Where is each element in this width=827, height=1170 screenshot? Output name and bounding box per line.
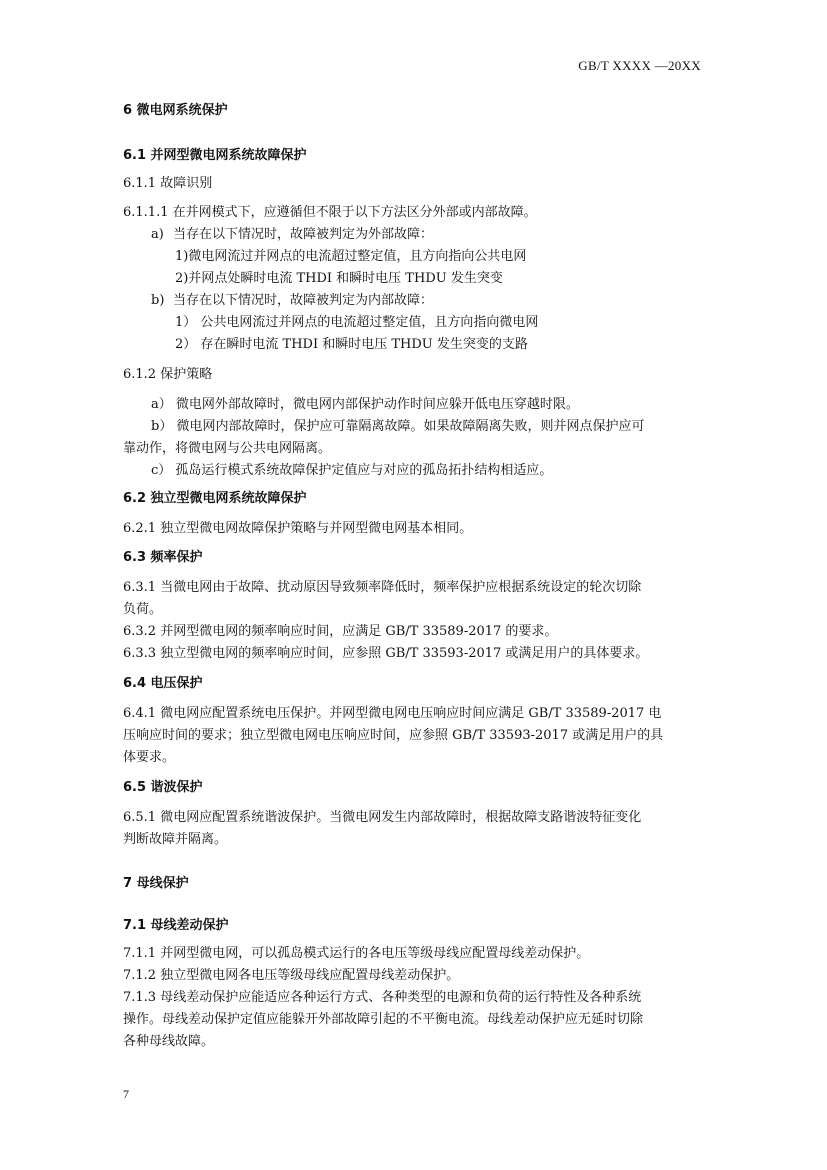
para-6-5-1-line2: 判断故障并隔离。 [123,832,228,847]
heading-6: 6 微电网系统保护 [123,103,228,118]
strategy-a: a） 微电网外部故障时，微电网内部保护动作时间应躲开低电压穿越时限。 [151,397,579,412]
item-a [123,224,433,246]
item-a-text: 当存在以下情况时，故障被判定为外部故障： [173,227,434,242]
item-b-2: 2） 存在瞬时电流 THDI 和瞬时电压 THDU 发生突变的支路 [175,337,528,352]
standard-code-header: GB/T XXXX —20XX [578,58,701,73]
para-6-3-2: 6.3.2 并网型微电网的频率响应时间，应满足 GB/T 33589-2017 的要求。 [123,624,558,639]
para-6-3-1-line1: 6.3.1 当微电网由于故障、扰动原因导致频率降低时，频率保护应根据系统设定的轮次切除 [123,580,642,595]
para-7-1-1: 7.1.1 并网型微电网，可以孤岛模式运行的各电压等级母线应配置母线差动保护。 [123,946,590,961]
heading-6-3: 6.3 频率保护 [123,550,203,565]
heading-6-2: 6.2 独立型微电网系统故障保护 [123,491,307,506]
heading-6-5: 6.5 谐波保护 [123,780,203,795]
heading-7: 7 母线保护 [123,876,189,891]
heading-7-1: 7.1 母线差动保护 [123,918,229,933]
item-a-1: 1)微电网流过并网点的电流超过整定值，且方向指向公共电网 [175,249,527,264]
strategy-c: c） 孤岛运行模式系统故障保护定值应与对应的孤岛拓扑结构相适应。 [151,463,553,478]
para-7-1-3-line3: 各种母线故障。 [123,1034,215,1049]
item-b-1: 1） 公共电网流过并网点的电流超过整定值，且方向指向微电网 [175,315,539,330]
para-6-1-1-1: 6.1.1.1 在并网模式下，应遵循但不限于以下方法区分外部或内部故障。 [123,205,537,220]
para-6-4-1-line3: 体要求。 [123,750,176,765]
strategy-b-line2: 靠动作，将微电网与公共电网隔离。 [123,441,332,456]
para-6-2-1: 6.2.1 独立型微电网故障保护策略与并网型微电网基本相同。 [123,521,473,536]
para-6-1-1: 6.1.1 故障识别 [123,176,213,191]
para-6-4-1-line2: 压响应时间的要求；独立型微电网电压响应时间，应参照 GB/T 33593-2017 或满足用户的具 [123,728,664,743]
para-7-1-3-line1: 7.1.3 母线差动保护应能适应各种运行方式、各种类型的电源和负荷的运行特性及各种系统 [123,990,642,1005]
strategy-b-line1: b） 微电网内部故障时，保护应可靠隔离故障。如果故障隔离失败，则并网点保护应可 [151,419,645,434]
para-6-3-3: 6.3.3 独立型微电网的频率响应时间，应参照 GB/T 33593-2017 或满足用户的具体要求。 [123,646,649,661]
item-a-2: 2)并网点处瞬时电流 THDI 和瞬时电压 THDU 发生突变 [175,271,503,286]
heading-6-4: 6.4 电压保护 [123,676,203,691]
item-b-text: 当存在以下情况时，故障被判定为内部故障： [173,293,434,308]
item-b-marker: b) [151,293,165,308]
item-a-marker: a) [151,227,164,242]
item-b [123,290,433,312]
para-6-3-1-line2: 负荷。 [123,602,163,617]
para-6-4-1-line1: 6.4.1 微电网应配置系统电压保护。并网型微电网电压响应时间应满足 GB/T 33589-2017 电 [123,706,662,721]
para-7-1-3-line2: 操作。母线差动保护定值应能躲开外部故障引起的不平衡电流。母线差动保护应无延时切除 [123,1012,644,1027]
para-6-5-1-line1: 6.5.1 微电网应配置系统谐波保护。当微电网发生内部故障时，根据故障支路谐波特征变化 [123,810,642,825]
page-number: 7 [123,1087,129,1101]
para-7-1-2: 7.1.2 独立型微电网各电压等级母线应配置母线差动保护。 [123,968,460,983]
heading-6-1: 6.1 并网型微电网系统故障保护 [123,148,307,163]
para-6-1-2: 6.1.2 保护策略 [123,367,213,382]
